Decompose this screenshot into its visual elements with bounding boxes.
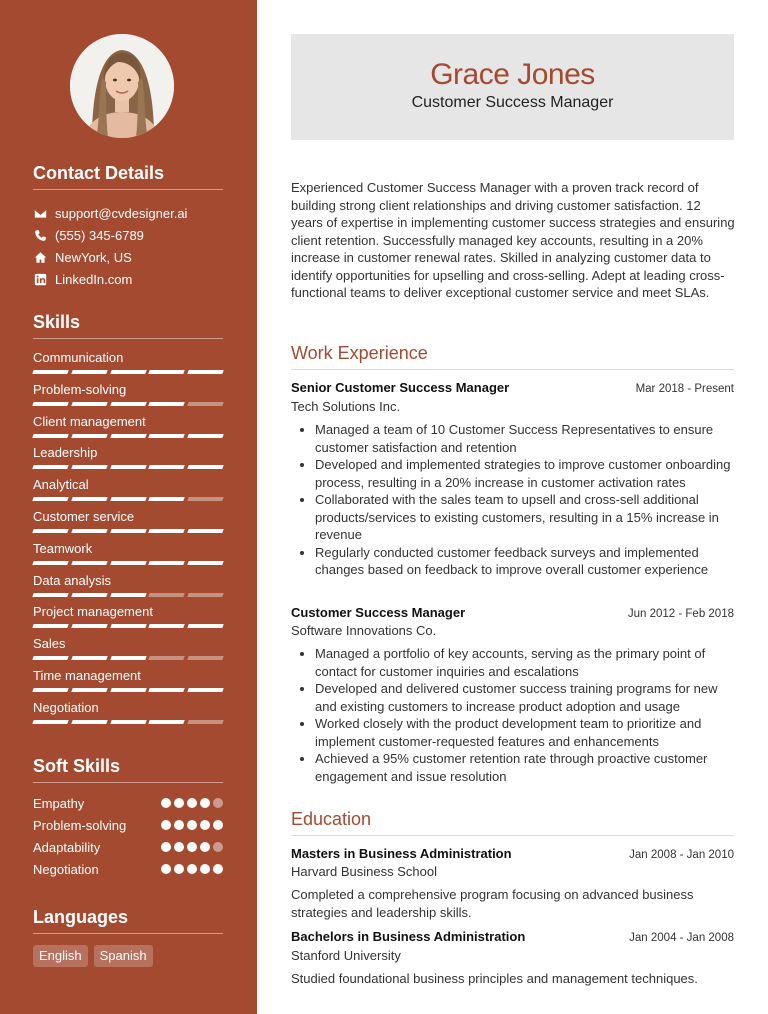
- skill-level-segment: [149, 561, 185, 565]
- degree: Masters in Business Administration: [291, 846, 512, 861]
- soft-skill-rating: [161, 864, 223, 874]
- skill-level-bar: [33, 402, 223, 406]
- skill-level-segment: [187, 624, 223, 628]
- skill-label: Leadership: [33, 445, 98, 461]
- skill-item: [33, 350, 223, 374]
- skill-level-bar: [33, 370, 223, 374]
- linkedin-icon: [33, 272, 47, 286]
- skill-level-segment: [149, 656, 185, 660]
- skill-label: Problem-solving: [33, 381, 127, 397]
- skill-level-segment: [110, 465, 146, 469]
- skill-level-segment: [71, 624, 107, 628]
- skill-label: Time management: [33, 668, 141, 683]
- education-dates: Jan 2008 - Jan 2010: [629, 849, 734, 861]
- skill-level-segment: [187, 561, 223, 565]
- skill-level-segment: [110, 402, 146, 406]
- skill-level-segment: [32, 465, 68, 469]
- contact-location-text: NewYork, US: [55, 249, 132, 265]
- rating-dot: [174, 798, 184, 808]
- skill-level-segment: [187, 402, 223, 406]
- rating-dot: [213, 820, 223, 830]
- rating-dot: [174, 820, 184, 830]
- divider: [33, 189, 223, 190]
- rating-dot: [187, 864, 197, 874]
- school: Stanford University: [291, 948, 401, 963]
- avatar: [70, 34, 174, 138]
- job-dates: Jun 2012 - Feb 2018: [627, 608, 734, 620]
- divider: [33, 782, 223, 783]
- language-chip: English: [33, 945, 88, 967]
- skill-level-segment: [187, 529, 223, 533]
- list-item: Regularly conducted customer feedback surveys and implemented changes based on feedback to improve overall customer experience: [297, 544, 737, 579]
- rating-dot: [187, 842, 197, 852]
- skill-level-bar: [33, 561, 223, 565]
- skill-level-segment: [149, 624, 185, 628]
- education-section-title: Education: [291, 809, 372, 829]
- skill-level-segment: [187, 720, 223, 724]
- profile-photo: [70, 34, 174, 138]
- education-header: [291, 929, 734, 944]
- language-chip: Spanish: [94, 945, 153, 967]
- soft-skill-item: [33, 794, 223, 812]
- contact-linkedin-text: LinkedIn.com: [55, 271, 133, 287]
- name-header: [291, 34, 734, 140]
- rating-dot: [161, 864, 171, 874]
- skill-level-segment: [110, 370, 146, 374]
- degree: Bachelors in Business Administration: [291, 929, 526, 944]
- skill-label: Negotiation: [33, 699, 99, 715]
- skill-level-segment: [71, 434, 107, 438]
- skill-level-bar: [33, 688, 223, 692]
- skill-item: [33, 604, 223, 628]
- soft-skill-rating: [161, 820, 223, 830]
- skill-level-segment: [32, 688, 68, 692]
- skill-item: [33, 414, 223, 438]
- skill-item: [33, 509, 223, 533]
- skill-level-segment: [32, 370, 68, 374]
- skill-level-segment: [149, 465, 185, 469]
- skill-item: [33, 445, 223, 469]
- skill-level-segment: [149, 529, 185, 533]
- skill-level-segment: [149, 434, 185, 438]
- skill-level-segment: [149, 720, 185, 724]
- skills-section-title: Skills: [33, 312, 81, 332]
- rating-dot: [161, 842, 171, 852]
- skill-level-segment: [32, 434, 68, 438]
- skill-level-bar: [33, 720, 223, 724]
- skill-level-segment: [32, 624, 68, 628]
- contact-linkedin[interactable]: [33, 270, 132, 288]
- skill-label: Analytical: [33, 477, 89, 493]
- soft-skill-label: Negotiation: [33, 861, 99, 877]
- skill-level-segment: [110, 593, 146, 597]
- soft-skill-item: [33, 816, 223, 834]
- skill-level-segment: [149, 370, 185, 374]
- skill-label: Sales: [33, 636, 66, 652]
- skill-level-segment: [110, 497, 146, 501]
- skill-level-bar: [33, 529, 223, 533]
- skill-level-segment: [110, 624, 146, 628]
- skill-level-bar: [33, 593, 223, 597]
- divider: [291, 835, 734, 836]
- job-company: Tech Solutions Inc.: [291, 399, 401, 414]
- rating-dot: [200, 842, 210, 852]
- divider: [33, 338, 223, 339]
- skill-level-segment: [32, 402, 68, 406]
- skill-label: Communication: [33, 350, 124, 365]
- job-header: [291, 380, 734, 395]
- rating-dot: [213, 842, 223, 852]
- skill-level-segment: [71, 370, 107, 374]
- skill-level-segment: [71, 593, 107, 597]
- skill-level-segment: [110, 561, 146, 565]
- phone-icon: [33, 228, 47, 242]
- contact-email-text: support@cvdesigner.ai: [55, 205, 188, 221]
- skill-level-segment: [187, 593, 223, 597]
- skill-label: Teamwork: [33, 540, 93, 556]
- skill-level-segment: [32, 561, 68, 565]
- skill-level-segment: [110, 656, 146, 660]
- sidebar: [0, 0, 257, 1014]
- skill-level-segment: [71, 656, 107, 660]
- education-description: Completed a comprehensive program focusing on advanced business strategies and leadership skills.: [291, 887, 694, 920]
- job-header: [291, 605, 734, 620]
- rating-dot: [200, 864, 210, 874]
- job-company: Software Innovations Co.: [291, 623, 437, 638]
- candidate-name: Grace Jones: [430, 58, 595, 91]
- rating-dot: [187, 820, 197, 830]
- skill-level-segment: [187, 688, 223, 692]
- skill-level-segment: [71, 688, 107, 692]
- skill-item: [33, 636, 223, 660]
- rating-dot: [213, 798, 223, 808]
- job-role: Senior Customer Success Manager: [291, 380, 510, 395]
- skill-level-segment: [71, 402, 107, 406]
- skill-item: [33, 668, 223, 692]
- skill-level-segment: [187, 656, 223, 660]
- work-section-title: Work Experience: [291, 343, 428, 363]
- skill-level-segment: [71, 497, 107, 501]
- skill-item: [33, 382, 223, 406]
- contact-location: [33, 248, 132, 266]
- skill-level-bar: [33, 434, 223, 438]
- skill-level-segment: [71, 561, 107, 565]
- skill-level-segment: [149, 497, 185, 501]
- skill-level-segment: [149, 688, 185, 692]
- divider: [33, 933, 223, 934]
- job-dates: Mar 2018 - Present: [635, 383, 734, 395]
- skill-label: Data analysis: [33, 572, 112, 588]
- skill-level-segment: [32, 497, 68, 501]
- skill-level-segment: [149, 593, 185, 597]
- contact-phone[interactable]: [33, 226, 144, 244]
- education-header: [291, 846, 734, 861]
- skill-level-bar: [33, 656, 223, 660]
- skill-level-segment: [187, 497, 223, 501]
- skill-level-segment: [187, 434, 223, 438]
- skill-level-segment: [32, 656, 68, 660]
- soft-skill-label: Problem-solving: [33, 817, 127, 833]
- education-dates: Jan 2004 - Jan 2008: [629, 932, 734, 944]
- profile-summary: Experienced Customer Success Manager with a proven track record of building strong client relationships and driving customer satisfaction. 12 years of expertise in implementing customer success strategies and ensuring client retention. Successfully managed key accounts, resulting in a 20% increase in customer renewal rates. Skilled in analyzing customer data to identify opportunities for upselling and cross-selling. Adept at leading cross-functional teams to deliver exceptional customer service and meet SLAs.: [291, 180, 735, 300]
- rating-dot: [200, 820, 210, 830]
- soft-skills-section-title: Soft Skills: [33, 756, 121, 776]
- skill-level-segment: [110, 688, 146, 692]
- list-item: Collaborated with the sales team to upsell and cross-sell additional products/services to existing customers, resulting in a 15% increase in revenue: [297, 491, 737, 544]
- skill-level-segment: [187, 370, 223, 374]
- contact-phone-text: (555) 345-6789: [55, 227, 144, 243]
- job-bullets: [297, 645, 737, 785]
- soft-skill-label: Adaptability: [33, 839, 101, 855]
- skill-label: Client management: [33, 413, 146, 429]
- skill-level-segment: [32, 529, 68, 533]
- soft-skill-rating: [161, 798, 223, 808]
- education-description: Studied foundational business principles and management techniques.: [291, 971, 698, 986]
- languages-list: [33, 945, 153, 967]
- skill-level-segment: [149, 402, 185, 406]
- skill-level-segment: [71, 720, 107, 724]
- languages-section-title: Languages: [33, 907, 129, 927]
- school: Harvard Business School: [291, 864, 437, 879]
- rating-dot: [187, 798, 197, 808]
- home-icon: [33, 250, 47, 264]
- list-item: Achieved a 95% customer retention rate through proactive customer engagement and issue resolution: [297, 750, 737, 785]
- candidate-title: Customer Success Manager: [411, 94, 614, 111]
- contact-email[interactable]: [33, 204, 187, 222]
- skill-item: [33, 477, 223, 501]
- skill-item: [33, 541, 223, 565]
- skill-level-bar: [33, 497, 223, 501]
- skill-level-segment: [32, 720, 68, 724]
- list-item: Worked closely with the product development team to prioritize and implement customer-requested features and enhancements: [297, 715, 737, 750]
- skill-level-segment: [110, 434, 146, 438]
- list-item: Developed and delivered customer success training programs for new and existing customers to increase product adoption and usage: [297, 680, 737, 715]
- rating-dot: [213, 864, 223, 874]
- job-bullets: [297, 421, 737, 579]
- rating-dot: [174, 842, 184, 852]
- rating-dot: [200, 798, 210, 808]
- list-item: Managed a portfolio of key accounts, serving as the primary point of contact for customer inquiries and escalations: [297, 645, 737, 680]
- envelope-icon: [33, 206, 47, 220]
- skill-level-segment: [71, 465, 107, 469]
- soft-skill-item: [33, 860, 223, 878]
- skill-label: Project management: [33, 604, 153, 620]
- rating-dot: [161, 820, 171, 830]
- soft-skill-rating: [161, 842, 223, 852]
- skill-item: [33, 700, 223, 724]
- job-role: Customer Success Manager: [291, 605, 466, 620]
- skill-level-segment: [110, 529, 146, 533]
- rating-dot: [161, 798, 171, 808]
- skill-level-segment: [187, 465, 223, 469]
- skill-level-segment: [32, 593, 68, 597]
- list-item: Developed and implemented strategies to improve customer onboarding process, resulting in a 20% increase in customer activation rates: [297, 456, 737, 491]
- skill-level-segment: [110, 720, 146, 724]
- skill-level-bar: [33, 624, 223, 628]
- rating-dot: [174, 864, 184, 874]
- soft-skill-label: Empathy: [33, 795, 85, 811]
- skill-level-segment: [71, 529, 107, 533]
- skill-item: [33, 573, 223, 597]
- skill-level-bar: [33, 465, 223, 469]
- divider: [291, 369, 734, 370]
- soft-skill-item: [33, 838, 223, 856]
- skill-label: Customer service: [33, 509, 135, 524]
- list-item: Managed a team of 10 Customer Success Representatives to ensure customer satisfaction and retention: [297, 421, 737, 456]
- contact-section-title: Contact Details: [33, 163, 165, 183]
